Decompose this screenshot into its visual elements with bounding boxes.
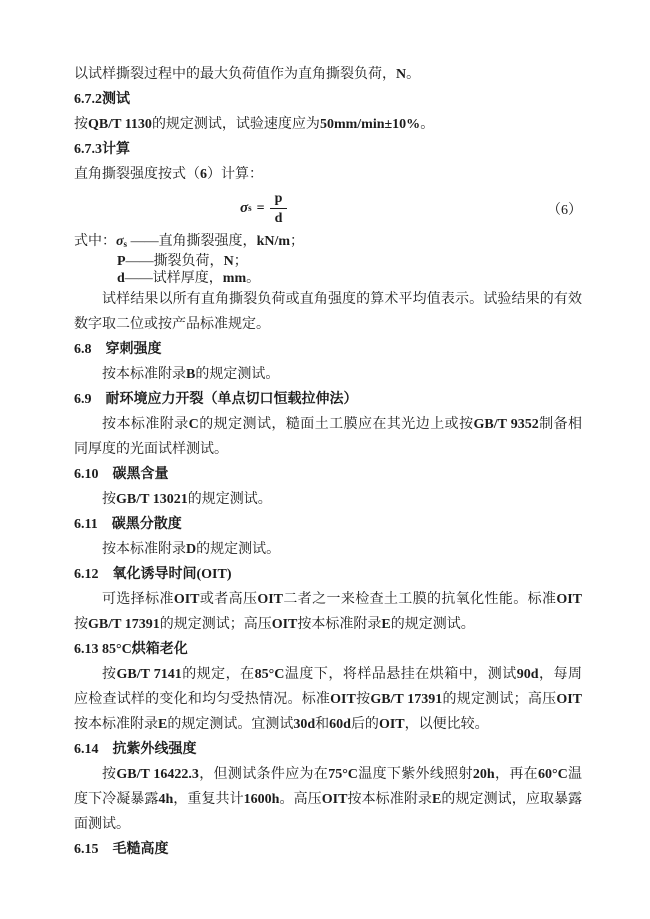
text-run: d — [117, 271, 125, 286]
text-run: 或者高压 — [199, 592, 258, 607]
text-run: 的规定测试。 — [187, 492, 272, 507]
text-run: 按本标准附录 — [102, 542, 186, 557]
text-run: 6.11 碳黑分散度 — [74, 517, 182, 532]
section-heading — [74, 837, 582, 862]
text-run: ——直角撕裂强度， — [127, 234, 257, 249]
text-run: 的规定，在 — [181, 667, 255, 682]
text-run: 温度下，将样品悬挂在烘箱中，测试 — [284, 667, 517, 682]
formula-expression — [240, 189, 287, 228]
text-run: 85°C — [254, 667, 285, 682]
text-run: GB/T 17391 — [88, 617, 160, 632]
text-run: 90d — [516, 667, 539, 682]
section-heading — [74, 562, 582, 587]
text-run: 6.7.2测试 — [74, 92, 130, 107]
text-run: 6 — [200, 167, 207, 182]
text-run: GB/T 9352 — [473, 417, 539, 432]
formula-symbol: σ — [240, 200, 249, 216]
equals-sign: = — [256, 201, 265, 216]
text-run: 制备相同厚度的光面试样测试。 — [74, 417, 583, 457]
text-run: 按 — [102, 667, 117, 682]
text-run: ）计算： — [207, 167, 263, 182]
section-heading — [74, 387, 582, 412]
text-run: 按 — [102, 767, 117, 782]
text-run: GB/T 7141 — [116, 667, 182, 682]
formula-symbol-subscript: s — [248, 203, 252, 213]
text-run: B — [186, 367, 196, 382]
paragraph — [74, 287, 582, 337]
text-run: OIT — [556, 592, 583, 607]
section-heading — [74, 462, 582, 487]
text-run: N — [396, 67, 407, 82]
section-heading — [74, 512, 582, 537]
formula-definition-line — [74, 233, 582, 253]
text-run: mm — [222, 271, 247, 286]
text-run: 按本标准附录 — [74, 717, 158, 732]
text-run: 。高压 — [279, 792, 322, 807]
text-run: ，重复共计 — [173, 792, 244, 807]
formula-definition-line — [74, 253, 582, 270]
text-run: 可选择标准 — [102, 592, 174, 607]
paragraph — [74, 162, 582, 187]
text-run: 按 — [74, 117, 88, 132]
section-heading — [74, 337, 582, 362]
paragraph — [74, 762, 582, 837]
text-run: GB/T 16422.3 — [116, 767, 199, 782]
text-run: QB/T 1130 — [88, 117, 152, 132]
text-run: N — [223, 254, 234, 269]
text-run: 的规定测试；高压 — [442, 692, 557, 707]
text-run: ——撕裂负荷， — [125, 254, 224, 269]
text-run: ——试样厚度， — [124, 271, 223, 286]
formula — [74, 187, 582, 233]
text-run: 6.7.3计算 — [74, 142, 130, 157]
text-run: 。 — [420, 117, 435, 132]
text-run: 。 — [406, 67, 421, 82]
text-run: ，每周应检查试样的变化和均匀受热情况。标准 — [74, 667, 583, 707]
text-run: 的规定测试。宜测试 — [167, 717, 294, 732]
text-run: s — [123, 239, 128, 249]
paragraph — [74, 537, 582, 562]
text-run: 按本标准附录 — [102, 367, 186, 382]
paragraph — [74, 662, 582, 737]
text-run: E — [431, 792, 442, 807]
text-run: OIT — [271, 617, 298, 632]
text-run: 按 — [355, 692, 371, 707]
text-run: σ — [116, 234, 124, 249]
text-run: P — [117, 254, 126, 269]
fraction-denominator: d — [274, 211, 283, 226]
text-run: C — [188, 417, 199, 432]
paragraph — [74, 412, 582, 462]
text-run: OIT — [257, 592, 284, 607]
text-run: 6.15 毛糙高度 — [74, 842, 169, 857]
text-run: 的规定测试，试验速度应为 — [151, 117, 320, 132]
text-run: OIT — [173, 592, 200, 607]
text-run: OIT — [330, 692, 356, 707]
text-run: ； — [233, 254, 248, 269]
text-run: 式中： — [74, 234, 116, 249]
text-run: 按本标准附录 — [102, 417, 189, 432]
text-run: 的规定测试，应取暴露面测试。 — [74, 792, 583, 832]
text-run: ，以便比较。 — [404, 717, 489, 732]
text-run: ，再在 — [494, 767, 538, 782]
text-run: 6.13 85°C烘箱老化 — [74, 642, 188, 657]
text-run: E — [381, 617, 391, 632]
text-run: 按本标准附录 — [347, 792, 432, 807]
text-run: 温度下紫外线照射 — [357, 767, 473, 782]
text-run: 按 — [102, 492, 116, 507]
text-run: D — [186, 542, 197, 557]
fraction-numerator: p — [270, 189, 288, 209]
text-run: ，但测试条件应为在 — [198, 767, 329, 782]
text-run: E — [158, 717, 168, 732]
text-run: 4h — [158, 792, 174, 807]
section-heading — [74, 737, 582, 762]
paragraph — [74, 62, 582, 87]
text-run: 按本标准附录 — [297, 617, 382, 632]
text-run: ； — [290, 234, 305, 249]
text-run: 的规定测试，糙面土工膜应在其光边上或按 — [198, 417, 474, 432]
text-run: 6.12 氧化诱导时间(OIT) — [74, 567, 232, 582]
text-run: 二者之一来检查土工膜的抗氧化性能。标准 — [283, 592, 557, 607]
text-run: 20h — [472, 767, 495, 782]
paragraph — [74, 112, 582, 137]
text-run: 6.9 耐环境应力开裂（单点切口恒载拉伸法） — [74, 392, 358, 407]
fraction — [270, 189, 288, 228]
text-run: OIT — [556, 692, 583, 707]
text-run: 6.8 穿刺强度 — [74, 342, 162, 357]
text-run: 以试样撕裂过程中的最大负荷值作为直角撕裂负荷， — [74, 67, 396, 82]
formula-definition-line — [74, 270, 582, 287]
paragraph — [74, 587, 582, 637]
text-run: 试样结果以所有直角撕裂负荷或直角强度的算术平均值表示。试验结果的有效数字取二位或按产品标准规定。 — [74, 292, 582, 332]
equation-number: （6） — [547, 203, 582, 218]
paragraph — [74, 362, 582, 387]
text-run: 。 — [246, 271, 261, 286]
text-run: 60d — [329, 717, 351, 732]
text-run: 1600h — [243, 792, 280, 807]
text-run: 的规定测试；高压 — [159, 617, 272, 632]
text-run: 75°C — [328, 767, 358, 782]
text-run: GB/T 13021 — [116, 492, 188, 507]
section-heading — [74, 637, 582, 662]
text-run: 6.10 碳黑含量 — [74, 467, 169, 482]
text-run: OIT — [321, 792, 348, 807]
text-run: 温度下冷凝暴露 — [74, 767, 583, 807]
text-run: 和 — [315, 717, 330, 732]
text-run: 50mm/min±10% — [319, 117, 421, 132]
text-run: 直角撕裂强度按式（ — [74, 167, 200, 182]
text-run: 30d — [293, 717, 316, 732]
text-run: OIT — [378, 717, 405, 732]
text-run: 按 — [74, 617, 88, 632]
paragraph — [74, 487, 582, 512]
text-run: 的规定测试。 — [390, 617, 475, 632]
text-run: 的规定测试。 — [195, 367, 280, 382]
text-run: 的规定测试。 — [196, 542, 281, 557]
section-heading — [74, 137, 582, 162]
text-run: 6.14 抗紫外线强度 — [74, 742, 197, 757]
text-run: 后的 — [350, 717, 379, 732]
text-run: GB/T 17391 — [370, 692, 443, 707]
text-run: 60°C — [538, 767, 568, 782]
section-heading — [74, 87, 582, 112]
text-run: kN/m — [256, 234, 291, 249]
